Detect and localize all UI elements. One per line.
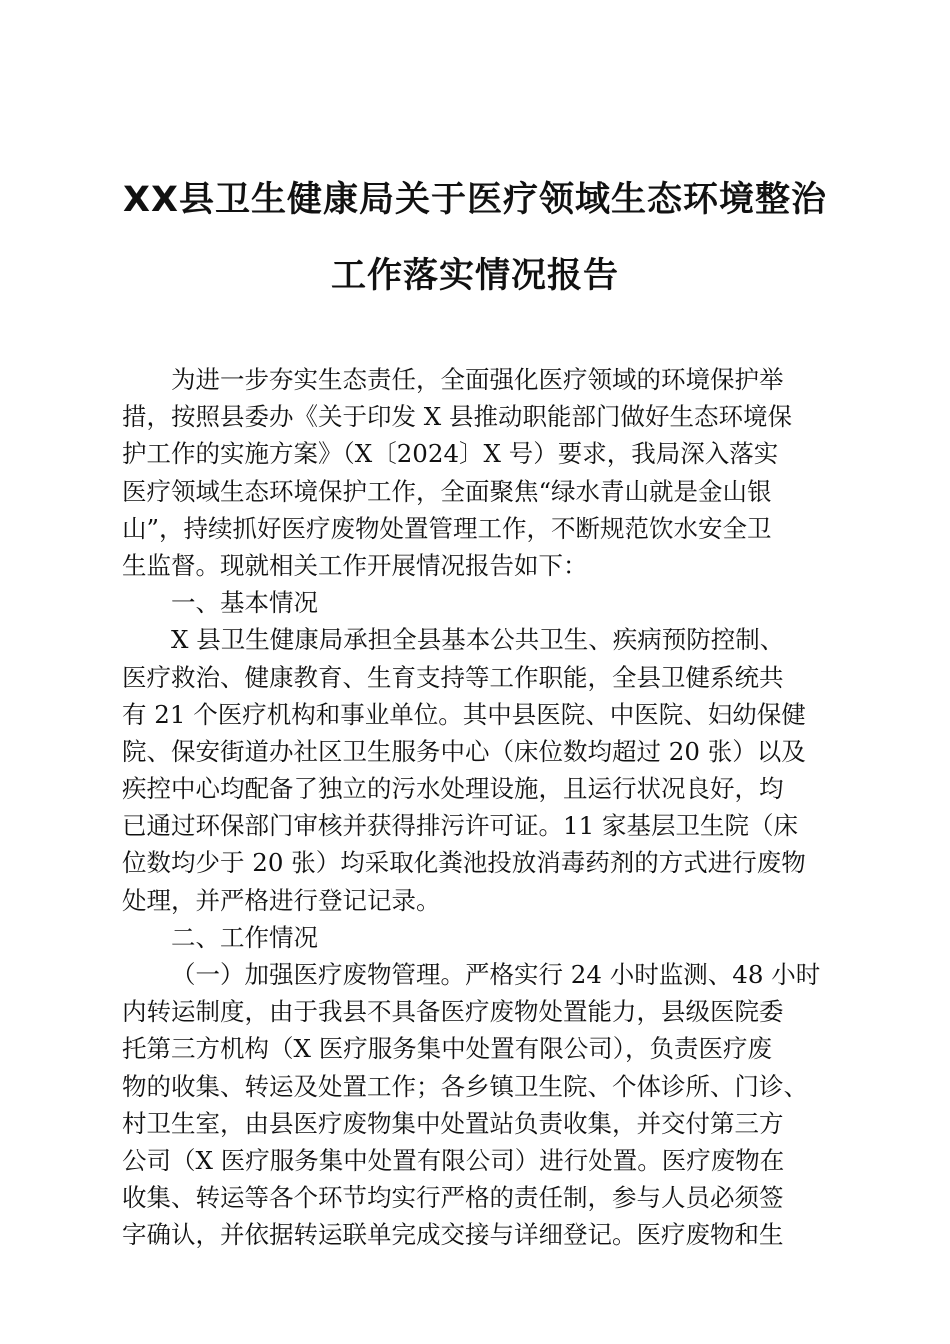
section-heading: 一、基本情况 (171, 588, 318, 618)
paragraph-line: 处理，并严格进行登记记录。 (122, 885, 441, 915)
paragraph-line: （一）加强医疗废物管理。严格实行 24 小时监测、48 小时 (171, 960, 821, 989)
paragraph-line: 内转运制度，由于我县不具备医疗废物处置能力，县级医院委 (122, 997, 784, 1027)
paragraph-line: 措，按照县委办《关于印发 X 县推动职能部门做好生态环境保 (122, 402, 793, 432)
paragraph-line: 位数均少于 20 张）均采取化粪池投放消毒药剂的方式进行废物 (122, 848, 806, 878)
section-heading: 二、工作情况 (171, 922, 318, 952)
paragraph-line: X 县卫生健康局承担全县基本公共卫生、疾病预防控制、 (171, 625, 785, 655)
paragraph-line: 已通过环保部门审核并获得排污许可证。11 家基层卫生院（床 (122, 811, 798, 841)
paragraph-line: 院、保安街道办社区卫生服务中心（床位数均超过 20 张）以及 (122, 736, 806, 766)
paragraph-line: 医疗领域生态环境保护工作，全面聚焦“绿水青山就是金山银 (122, 476, 772, 506)
paragraph-line: 护工作的实施方案》（X〔2024〕X 号）要求，我局深入落实 (122, 439, 779, 469)
paragraph-line: 山”，持续抓好医疗废物处置管理工作，不断规范饮水安全卫 (122, 513, 772, 543)
paragraph-line: 托第三方机构（X 医疗服务集中处置有限公司），负责医疗废 (122, 1034, 772, 1064)
paragraph-line: 字确认，并依据转运联单完成交接与详细登记。医疗废物和生 (122, 1220, 784, 1250)
paragraph-line: 收集、转运等各个环节均实行严格的责任制，参与人员必须签 (122, 1183, 784, 1213)
paragraph-line: 公司（X 医疗服务集中处置有限公司）进行处置。医疗废物在 (122, 1145, 785, 1175)
paragraph-line: 有 21 个医疗机构和事业单位。其中县医院、中医院、妇幼保健 (122, 699, 806, 729)
paragraph-line: 物的收集、转运及处置工作；各乡镇卫生院、个体诊所、门诊、 (122, 1071, 808, 1101)
document-body (122, 361, 838, 1254)
document-title-line-2: 工作落实情况报告 (330, 256, 619, 296)
paragraph-line: 医疗救治、健康教育、生育支持等工作职能，全县卫健系统共 (122, 662, 784, 692)
paragraph-line: 生监督。现就相关工作开展情况报告如下： (122, 550, 588, 580)
paragraph-line: 村卫生室，由县医疗废物集中处置站负责收集，并交付第三方 (122, 1108, 784, 1138)
document-title-line-1: XX县卫生健康局关于医疗领域生态环境整治 (123, 180, 827, 220)
paragraph-line: 为进一步夯实生态责任，全面强化医疗领域的环境保护举 (171, 365, 784, 394)
paragraph-line: 疾控中心均配备了独立的污水处理设施，且运行状况良好，均 (122, 774, 784, 804)
